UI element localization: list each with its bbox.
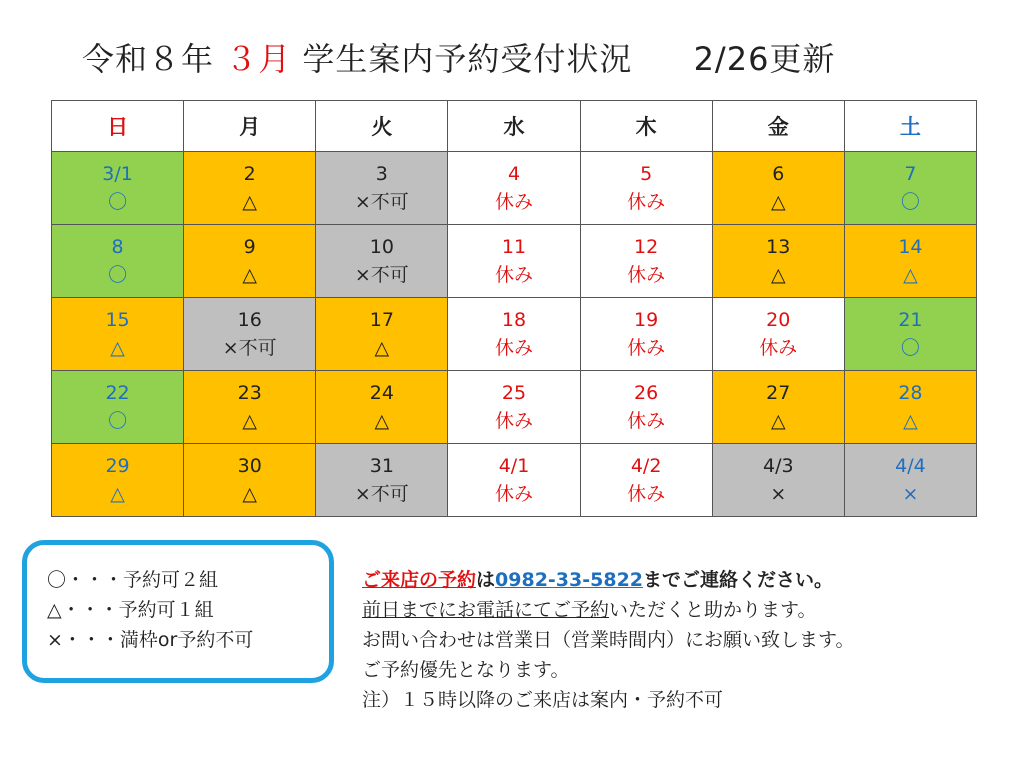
calendar-week-row bbox=[52, 225, 977, 298]
day-status: 〇 bbox=[108, 191, 128, 213]
day-number: 13 bbox=[766, 236, 791, 258]
day-number: 15 bbox=[105, 309, 130, 331]
calendar-day-cell bbox=[580, 371, 712, 444]
calendar-week-row bbox=[52, 298, 977, 371]
day-number: 4 bbox=[507, 163, 521, 185]
calendar-day-cell bbox=[184, 298, 316, 371]
calendar-day-cell bbox=[316, 371, 448, 444]
day-number: 14 bbox=[898, 236, 923, 258]
day-number: 16 bbox=[237, 309, 262, 331]
calendar-day-cell bbox=[844, 152, 976, 225]
weekday-mon: 月 bbox=[184, 101, 316, 152]
calendar-day-cell bbox=[52, 225, 184, 298]
advance-call-note: 前日までにお電話にてご予約 bbox=[362, 599, 610, 621]
day-number: 19 bbox=[634, 309, 659, 331]
day-status: 休み bbox=[494, 337, 533, 359]
contact-notes bbox=[362, 565, 1012, 715]
day-status: 休み bbox=[494, 410, 533, 432]
day-status: 休み bbox=[627, 337, 666, 359]
day-status: × bbox=[902, 483, 919, 505]
day-status: △ bbox=[242, 483, 258, 505]
day-status: △ bbox=[242, 191, 258, 213]
day-number: 17 bbox=[369, 309, 394, 331]
calendar-week-row bbox=[52, 371, 977, 444]
legend-box bbox=[22, 540, 334, 683]
legend-triangle: △・・・予約可１組 bbox=[47, 599, 214, 621]
day-status: 休み bbox=[494, 483, 533, 505]
day-status: △ bbox=[242, 410, 258, 432]
title-era-year: 令和８年 bbox=[82, 40, 215, 78]
calendar-day-cell bbox=[712, 298, 844, 371]
calendar-day-cell bbox=[52, 371, 184, 444]
day-status: 休み bbox=[494, 264, 533, 286]
day-status: △ bbox=[770, 191, 786, 213]
phone-number[interactable]: 0982-33-5822 bbox=[495, 569, 644, 591]
particle-wa: は bbox=[476, 569, 496, 591]
reservation-calendar bbox=[51, 100, 977, 517]
weekday-fri: 金 bbox=[712, 101, 844, 152]
day-number: 31 bbox=[369, 455, 394, 477]
day-number: 3/1 bbox=[102, 163, 133, 185]
calendar-day-cell bbox=[580, 298, 712, 371]
calendar-day-cell bbox=[580, 225, 712, 298]
calendar-day-cell bbox=[184, 225, 316, 298]
day-number: 29 bbox=[105, 455, 130, 477]
calendar-week-row bbox=[52, 444, 977, 517]
day-status: × bbox=[770, 483, 787, 505]
day-number: 12 bbox=[634, 236, 659, 258]
day-status: ×不可 bbox=[354, 264, 409, 286]
day-status: 休み bbox=[627, 191, 666, 213]
title-month: ３月 bbox=[225, 40, 292, 78]
day-status: △ bbox=[110, 337, 125, 359]
notes-line-3: お問い合わせは営業日（営業時間内）にお願い致します。 bbox=[362, 629, 855, 651]
day-status: 休み bbox=[494, 191, 533, 213]
day-status: △ bbox=[903, 264, 918, 286]
day-status: ×不可 bbox=[354, 191, 409, 213]
reservation-heading: ご来店の予約 bbox=[362, 569, 477, 591]
calendar-day-cell bbox=[184, 371, 316, 444]
calendar-day-cell bbox=[448, 444, 580, 517]
calendar-day-cell bbox=[316, 444, 448, 517]
day-status: 休み bbox=[627, 483, 666, 505]
notes-line-1 bbox=[362, 565, 1012, 595]
calendar-day-cell bbox=[52, 152, 184, 225]
legend-circle: 〇・・・予約可２組 bbox=[47, 569, 219, 591]
day-number: 23 bbox=[237, 382, 262, 404]
day-status: △ bbox=[374, 337, 390, 359]
day-status: △ bbox=[903, 410, 918, 432]
day-status: △ bbox=[242, 264, 258, 286]
day-number: 11 bbox=[501, 236, 527, 258]
day-status: 〇 bbox=[108, 264, 128, 286]
day-number: 18 bbox=[501, 309, 527, 331]
calendar-day-cell bbox=[712, 225, 844, 298]
calendar-day-cell bbox=[316, 298, 448, 371]
day-number: 25 bbox=[501, 382, 527, 404]
day-number: 20 bbox=[766, 309, 791, 331]
day-status: 休み bbox=[627, 410, 666, 432]
day-number: 21 bbox=[898, 309, 923, 331]
calendar-day-cell bbox=[184, 152, 316, 225]
day-number: 8 bbox=[111, 236, 124, 258]
day-status: 休み bbox=[759, 337, 798, 359]
day-status: 〇 bbox=[108, 410, 128, 432]
day-status: 休み bbox=[627, 264, 666, 286]
advance-call-rest: いただくと助かります。 bbox=[609, 599, 817, 621]
contact-request: までご連絡ください。 bbox=[643, 569, 834, 591]
day-status: 〇 bbox=[900, 191, 920, 213]
day-number: 6 bbox=[772, 163, 785, 185]
calendar-day-cell bbox=[844, 371, 976, 444]
calendar-day-cell bbox=[448, 225, 580, 298]
weekday-thu: 木 bbox=[580, 101, 712, 152]
day-number: 5 bbox=[640, 163, 653, 185]
weekday-sat: 土 bbox=[844, 101, 976, 152]
calendar-day-cell bbox=[316, 225, 448, 298]
calendar-day-cell bbox=[316, 152, 448, 225]
weekday-header-row bbox=[52, 101, 977, 152]
legend-cross: ×・・・満枠or予約不可 bbox=[47, 629, 254, 651]
day-status: 〇 bbox=[900, 337, 920, 359]
calendar-day-cell bbox=[580, 444, 712, 517]
calendar-day-cell bbox=[448, 298, 580, 371]
calendar-day-cell bbox=[844, 444, 976, 517]
calendar-day-cell bbox=[448, 371, 580, 444]
title-text: 学生案内予約受付状況 bbox=[302, 40, 633, 78]
day-number: 30 bbox=[237, 455, 262, 477]
day-number: 4/2 bbox=[630, 455, 662, 477]
notes-line-4: ご予約優先となります。 bbox=[362, 659, 570, 681]
day-number: 9 bbox=[243, 236, 256, 258]
calendar-day-cell bbox=[712, 444, 844, 517]
calendar-day-cell bbox=[184, 444, 316, 517]
day-number: 2 bbox=[243, 163, 256, 185]
day-status: △ bbox=[770, 410, 786, 432]
day-number: 4/1 bbox=[498, 455, 530, 477]
day-status: ×不可 bbox=[222, 337, 277, 359]
page-title bbox=[82, 34, 982, 80]
weekday-sun: 日 bbox=[52, 101, 184, 152]
calendar-day-cell bbox=[712, 371, 844, 444]
day-status: △ bbox=[770, 264, 786, 286]
calendar-day-cell bbox=[712, 152, 844, 225]
calendar-day-cell bbox=[580, 152, 712, 225]
day-number: 26 bbox=[634, 382, 659, 404]
day-number: 10 bbox=[369, 236, 394, 258]
notes-line-2 bbox=[362, 595, 1012, 625]
day-status: ×不可 bbox=[354, 483, 409, 505]
day-number: 4/4 bbox=[895, 455, 926, 477]
calendar-day-cell bbox=[52, 444, 184, 517]
weekday-wed: 水 bbox=[448, 101, 580, 152]
calendar-day-cell bbox=[844, 298, 976, 371]
day-number: 27 bbox=[766, 382, 791, 404]
notes-line-5: 注）１５時以降のご来店は案内・予約不可 bbox=[362, 689, 724, 711]
day-number: 24 bbox=[369, 382, 394, 404]
calendar-day-cell bbox=[844, 225, 976, 298]
calendar-week-row bbox=[52, 152, 977, 225]
updated-date: 2/26更新 bbox=[693, 40, 836, 78]
weekday-tue: 火 bbox=[316, 101, 448, 152]
calendar-day-cell bbox=[52, 298, 184, 371]
calendar-day-cell bbox=[448, 152, 580, 225]
day-number: 28 bbox=[898, 382, 923, 404]
day-number: 7 bbox=[904, 163, 917, 185]
day-number: 3 bbox=[375, 163, 388, 185]
day-number: 4/3 bbox=[762, 455, 794, 477]
day-status: △ bbox=[374, 410, 390, 432]
day-number: 22 bbox=[105, 382, 130, 404]
day-status: △ bbox=[110, 483, 125, 505]
